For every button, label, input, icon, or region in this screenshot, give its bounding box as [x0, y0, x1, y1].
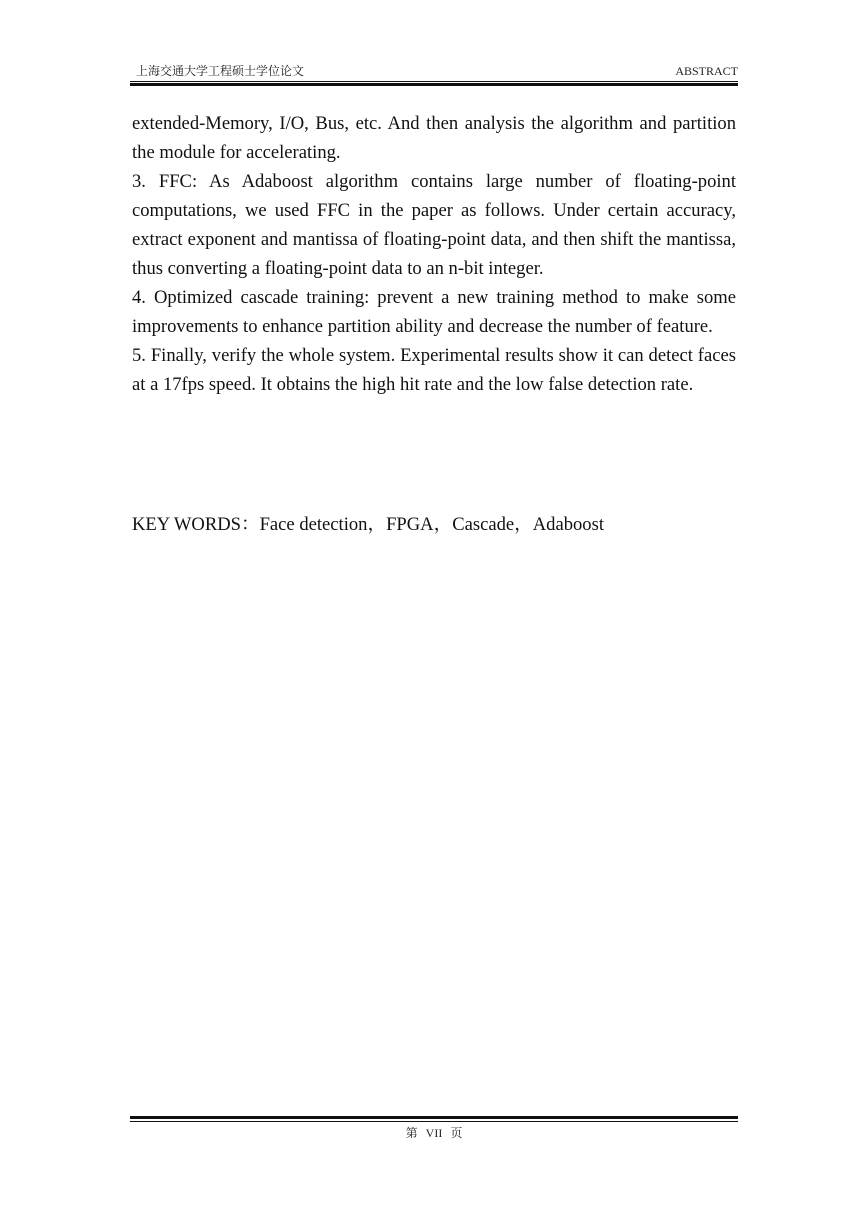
- header-section-title: ABSTRACT: [675, 64, 738, 78]
- header-rule-thick: [130, 83, 738, 86]
- abstract-paragraph: 5. Finally, verify the whole system. Experimental results show it can detect faces at a 17fps speed. It obtains the high hit rate and the low false detection rate.: [132, 345, 736, 395]
- footer-prefix: 第: [405, 1126, 418, 1140]
- footer-rule-thin: [130, 1121, 738, 1122]
- page-header: [130, 62, 738, 80]
- page-footer: [130, 1124, 738, 1142]
- header-rule-thin: [130, 81, 738, 82]
- abstract-paragraph: extended-Memory, I/O, Bus, etc. And then analysis the algorithm and partition the module for accelerating.: [132, 113, 736, 163]
- abstract-paragraph: 4. Optimized cascade training: prevent a new training method to make some improvements to enhance partition ability and decrease the number of feature.: [132, 287, 736, 337]
- page-number: VII: [425, 1126, 443, 1140]
- abstract-body: [132, 109, 736, 399]
- header-thesis-title: 上海交通大学工程硕士学位论文: [136, 64, 305, 78]
- abstract-paragraph: 3. FFC: As Adaboost algorithm contains large number of floating-point computations, we used FFC in the paper as follows. Under certain accuracy, extract exponent and mantissa of floating-point data, and then shift the mantissa, thus converting a floating-point data to an n-bit integer.: [132, 171, 736, 279]
- footer-rule-thick: [130, 1116, 738, 1119]
- keywords-value: Face detection，FPGA，Cascade，Adaboost: [259, 514, 605, 535]
- footer-suffix: 页: [450, 1126, 463, 1140]
- keywords-label: KEY WORDS：: [132, 514, 260, 535]
- keywords-line: [132, 510, 736, 539]
